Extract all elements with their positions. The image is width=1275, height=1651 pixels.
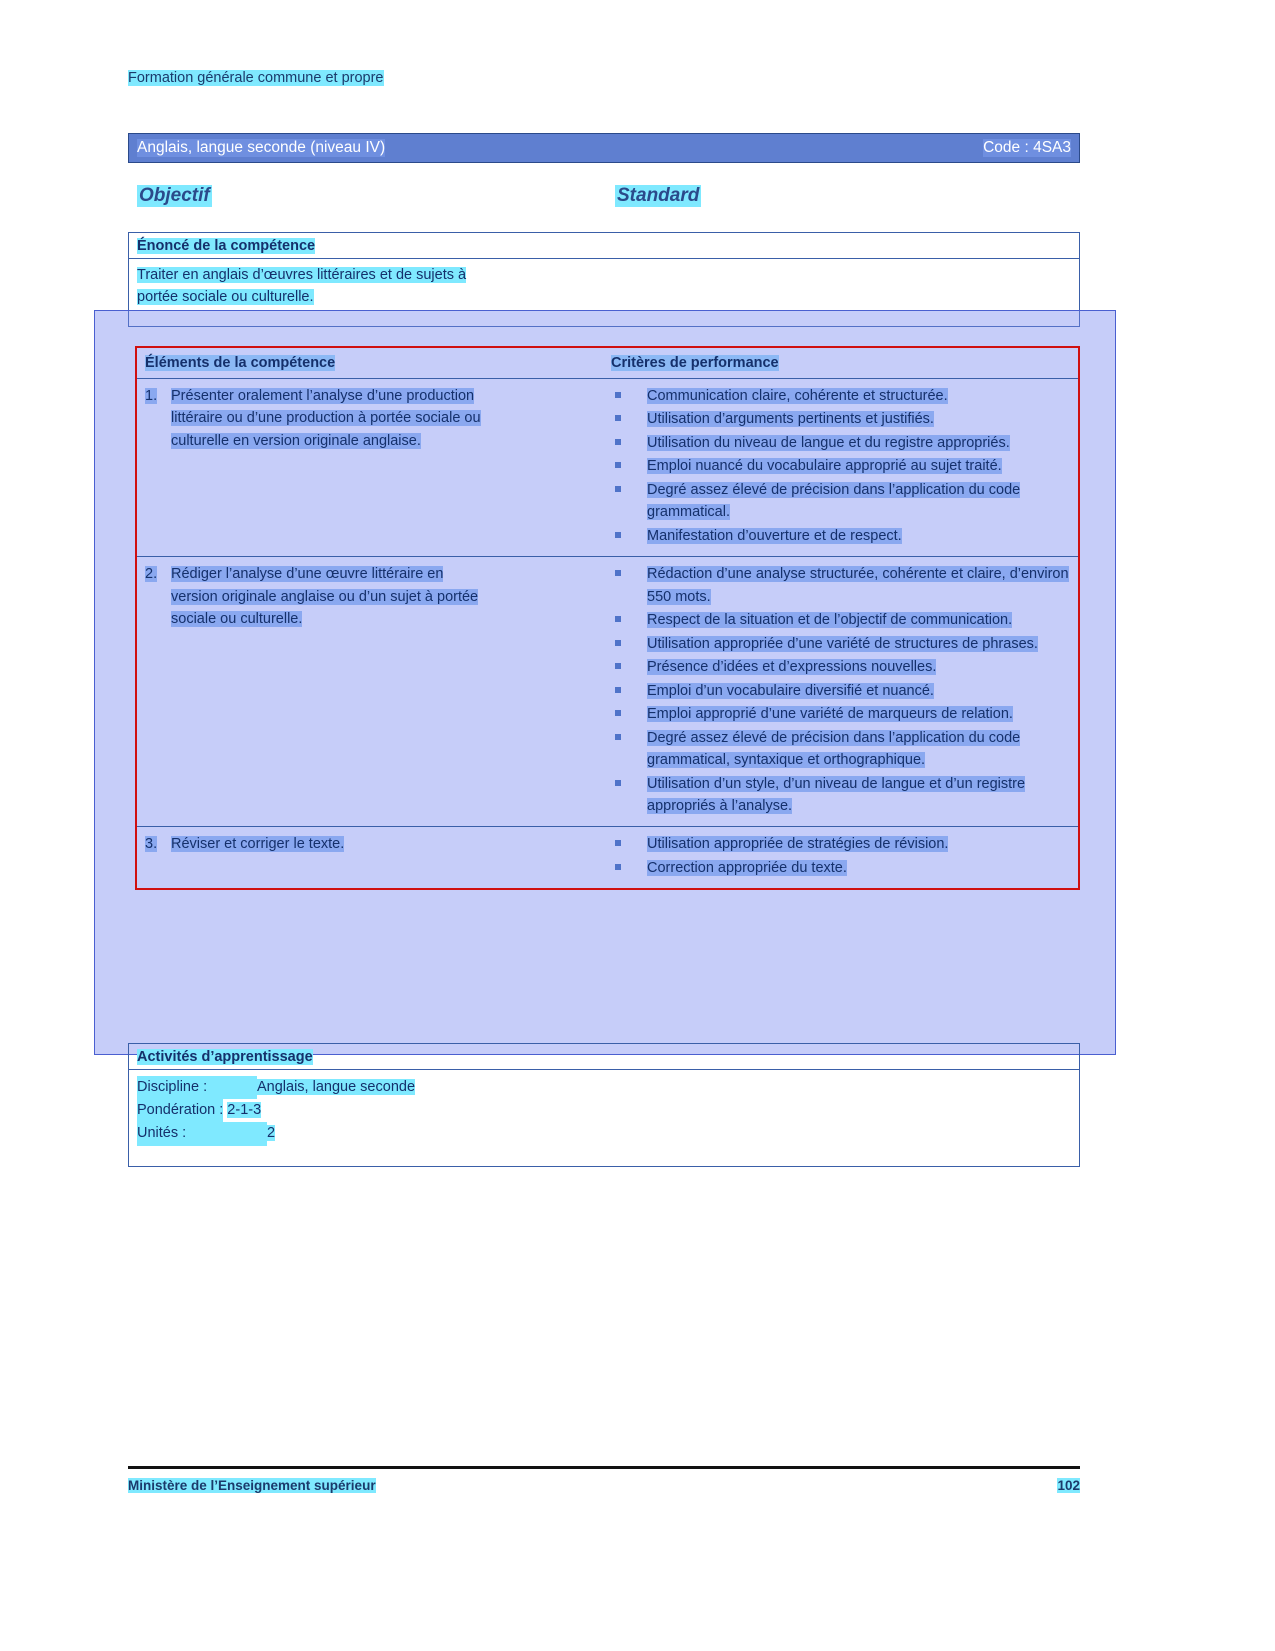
table-row [137,379,1078,557]
learning-activities-box [128,1043,1080,1167]
competence-statement-body [129,259,1079,315]
bullet-icon [615,532,621,538]
list-item: Degré assez élevé de précision dans l’application du code grammatical. [611,479,1070,524]
discipline-label: Discipline : [137,1076,257,1099]
element-number: 1. [145,388,158,404]
element-text: Réviser et corriger le texte. [171,836,345,853]
bullet-icon [615,415,621,421]
list-item: Emploi nuancé du vocabulaire approprié au sujet traité. [611,455,1070,477]
table-header-row [137,348,1078,379]
document-header-text: Formation générale commune et propre [128,70,384,86]
criteria-list [611,563,1070,817]
discipline-line [129,1076,1079,1099]
bullet-icon [615,864,621,870]
element-text: Rédiger l’analyse d’une œuvre littéraire en version originale anglaise ou d’un sujet à portée sociale ou culturelle. [171,566,479,628]
list-item: Présence d’idées et d’expressions nouvelles. [611,656,1070,678]
unites-label: Unités : [137,1122,267,1145]
bullet-icon [615,780,621,786]
competence-table [135,346,1080,890]
list-item: Manifestation d’ouverture et de respect. [611,525,1070,547]
table-header-elements: Éléments de la compétence [145,355,336,371]
bullet-icon [615,687,621,693]
list-item: Utilisation d’un style, d’un niveau de langue et d’un registre appropriés à l’analyse. [611,773,1070,818]
list-item: Correction appropriée du texte. [611,857,1070,879]
heading-standard: Standard [617,185,700,206]
competence-statement-line-1: Traiter en anglais d’œuvres littéraires et de sujets à [137,267,467,283]
ponderation-label: Pondération : [137,1099,223,1122]
list-item: Communication claire, cohérente et structurée. [611,385,1070,407]
element-cell [137,827,607,888]
heading-objectif: Objectif [139,185,210,206]
element-cell [137,379,607,556]
element-number: 3. [145,836,158,853]
table-row [137,827,1078,888]
criteria-cell [607,827,1078,888]
list-item: Utilisation d’arguments pertinents et justifiés. [611,408,1070,430]
document-footer [128,1478,1080,1493]
unites-line [129,1122,1079,1145]
element-cell [137,557,607,826]
bullet-icon [615,734,621,740]
competence-statement-box [128,232,1080,327]
element-text: Présenter oralement l’analyse d’une production littéraire ou d’une production à portée sociale ou culturelle en version originale anglaise. [171,388,481,449]
list-item: Degré assez élevé de précision dans l’application du code grammatical, syntaxique et orthographique. [611,727,1070,772]
bullet-icon [615,439,621,445]
unites-value: 2 [267,1125,276,1142]
footer-page-number: 102 [1057,1478,1080,1493]
bullet-icon [615,392,621,398]
criteria-cell [607,379,1078,556]
course-code: Code : 4SA3 [983,139,1071,156]
ponderation-value: 2-1-3 [227,1102,262,1119]
footer-ministry: Ministère de l’Enseignement supérieur [128,1478,376,1493]
table-header-criteria: Critères de performance [611,355,779,371]
list-item: Emploi approprié d’une variété de marqueurs de relation. [611,703,1070,725]
list-item: Utilisation appropriée de stratégies de révision. [611,833,1070,855]
competence-statement-line-2: portée sociale ou culturelle. [137,289,314,306]
bullet-icon [615,663,621,669]
learning-activities-title: Activités d’apprentissage [137,1049,313,1065]
list-item: Respect de la situation et de l’objectif de communication. [611,609,1070,631]
course-title: Anglais, langue seconde (niveau IV) [137,139,386,156]
document-header [128,70,384,86]
list-item: Emploi d’un vocabulaire diversifié et nuancé. [611,680,1070,702]
criteria-list [611,833,1070,879]
discipline-value: Anglais, langue seconde [257,1079,416,1095]
competence-statement-title: Énoncé de la compétence [137,238,316,254]
criteria-list [611,385,1070,547]
list-item: Rédaction d’une analyse structurée, cohérente et claire, d’environ 550 mots. [611,563,1070,608]
bullet-icon [615,486,621,492]
criteria-cell [607,557,1078,826]
course-title-bar [128,133,1080,163]
list-item: Utilisation du niveau de langue et du registre appropriés. [611,432,1070,454]
bullet-icon [615,840,621,846]
bullet-icon [615,640,621,646]
element-number: 2. [145,566,158,583]
list-item: Utilisation appropriée d’une variété de structures de phrases. [611,633,1070,655]
table-row [137,557,1078,827]
footer-divider [128,1466,1080,1469]
bullet-icon [615,570,621,576]
bullet-icon [615,710,621,716]
column-headings [137,185,737,211]
bullet-icon [615,462,621,468]
ponderation-line [129,1099,1079,1122]
bullet-icon [615,616,621,622]
